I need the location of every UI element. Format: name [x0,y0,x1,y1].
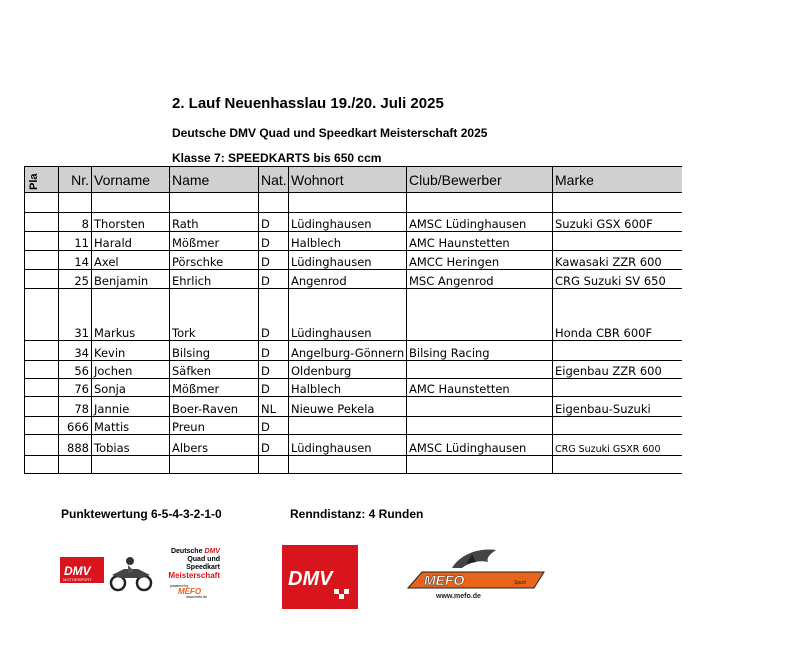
cell-wohnort: Lüdinghausen [289,251,407,270]
cell-platz [25,251,59,270]
cell-wohnort: Oldenburg [289,361,407,379]
svg-text:DMV: DMV [64,564,91,578]
table-row [25,341,682,361]
cell-platz [25,232,59,251]
cell-nat [259,193,289,213]
cell-marke [553,232,682,251]
cell-marke [553,456,682,474]
cell-platz [25,270,59,289]
cell-name: Preun [170,417,259,435]
cell-nr: 76 [59,379,92,397]
cell-nr: 56 [59,361,92,379]
cell-club [407,361,553,379]
cell-wohnort: Lüdinghausen [289,289,407,341]
cell-nat: D [259,417,289,435]
race-distance: Renndistanz: 4 Runden [290,507,424,521]
cell-marke [553,193,682,213]
cell-club: Bilsing Racing [407,341,553,361]
cell-vorname: Mattis [92,417,170,435]
cell-name [170,193,259,213]
svg-text:MEFO: MEFO [178,587,202,596]
cell-marke: Kawasaki ZZR 600 [553,251,682,270]
cell-nat: D [259,379,289,397]
cell-nr: 34 [59,341,92,361]
svg-text:powered by: powered by [170,584,189,588]
cell-nr [59,456,92,474]
dmv-championship-logo [58,545,222,599]
cell-nr: 25 [59,270,92,289]
cell-marke [553,341,682,361]
page-title: 2. Lauf Neuenhasslau 19./20. Juli 2025 [172,95,444,112]
cell-nat: D [259,289,289,341]
column-header-nr: Nr. [59,167,92,193]
cell-vorname: Markus [92,289,170,341]
cell-nat: NL [259,397,289,417]
column-header-wohnort: Wohnort [289,167,407,193]
cell-nat: D [259,213,289,232]
table-header-row [25,167,682,193]
column-header-platz: Pla [25,167,59,193]
cell-nr [59,193,92,213]
cell-vorname: Kevin [92,341,170,361]
svg-text:Speedkart: Speedkart [186,564,220,571]
cell-wohnort [289,193,407,213]
points-scheme: Punktewertung 6-5-4-3-2-1-0 [61,507,222,521]
column-header-nat: Nat. [259,167,289,193]
cell-marke: CRG Suzuki SV 650 [553,270,682,289]
cell-marke [553,417,682,435]
svg-text:Meisterschaft: Meisterschaft [168,571,220,580]
results-table [24,166,682,474]
cell-club: AMC Haunstetten [407,232,553,251]
cell-wohnort [289,456,407,474]
cell-wohnort [289,417,407,435]
table-row [25,193,682,213]
cell-nr: 11 [59,232,92,251]
cell-nat [259,456,289,474]
shark-icon [452,550,496,568]
cell-platz [25,361,59,379]
cell-wohnort: Halblech [289,379,407,397]
cell-vorname: Tobias [92,435,170,456]
cell-wohnort: Lüdinghausen [289,435,407,456]
cell-platz [25,456,59,474]
cell-vorname [92,456,170,474]
cell-nr: 888 [59,435,92,456]
mefo-logo [406,546,552,602]
cell-vorname: Axel [92,251,170,270]
cell-wohnort: Angenrod [289,270,407,289]
svg-text:www.mefo.de: www.mefo.de [436,593,481,600]
cell-wohnort: Nieuwe Pekela [289,397,407,417]
svg-text:MEFO: MEFO [424,572,465,588]
cell-marke: CRG Suzuki GSXR 600 [553,435,682,456]
cell-club: AMSC Lüdinghausen [407,435,553,456]
table-row [25,289,682,341]
cell-name: Tork [170,289,259,341]
cell-nat: D [259,361,289,379]
cell-platz [25,289,59,341]
table-row [25,417,682,435]
cell-marke: Eigenbau-Suzuki [553,397,682,417]
cell-platz [25,341,59,361]
cell-club [407,456,553,474]
cell-marke: Eigenbau ZZR 600 [553,361,682,379]
cell-wohnort: Angelburg-Gönnern [289,341,407,361]
table-row [25,270,682,289]
cell-club: AMCC Heringen [407,251,553,270]
cell-marke [553,379,682,397]
cell-nat: D [259,270,289,289]
cell-name: Albers [170,435,259,456]
svg-text:Deutsche DMV: Deutsche DMV [170,548,220,555]
cell-name [170,456,259,474]
column-header-club: Club/Bewerber [407,167,553,193]
column-header-marke: Marke [553,167,682,193]
cell-name: Mößmer [170,232,259,251]
cell-marke: Honda CBR 600F [553,289,682,341]
table-row [25,213,682,232]
cell-nr: 31 [59,289,92,341]
table-row [25,456,682,474]
cell-club [407,289,553,341]
cell-vorname: Jochen [92,361,170,379]
cell-name: Pörschke [170,251,259,270]
cell-vorname: Thorsten [92,213,170,232]
class-heading: Klasse 7: SPEEDKARTS bis 650 ccm [172,151,382,165]
cell-club: MSC Angenrod [407,270,553,289]
cell-wohnort: Lüdinghausen [289,213,407,232]
cell-club [407,193,553,213]
cell-club: AMSC Lüdinghausen [407,213,553,232]
svg-text:www.mefo.de: www.mefo.de [186,595,208,599]
cell-platz [25,435,59,456]
cell-vorname [92,193,170,213]
cell-vorname: Sonja [92,379,170,397]
cell-platz [25,213,59,232]
cell-club [407,397,553,417]
svg-text:DMV: DMV [288,568,333,590]
cell-vorname: Harald [92,232,170,251]
cell-club: AMC Haunstetten [407,379,553,397]
cell-name: Rath [170,213,259,232]
cell-platz [25,379,59,397]
cell-platz [25,193,59,213]
cell-wohnort: Halblech [289,232,407,251]
table-row [25,232,682,251]
cell-marke: Suzuki GSX 600F [553,213,682,232]
svg-text:Quad und: Quad und [187,556,220,563]
cell-nat: D [259,251,289,270]
cell-name: Bilsing [170,341,259,361]
cell-vorname: Jannie [92,397,170,417]
column-header-vorname: Vorname [92,167,170,193]
cell-vorname: Benjamin [92,270,170,289]
table-row [25,435,682,456]
cell-nat: D [259,232,289,251]
cell-nr: 78 [59,397,92,417]
dmv-logo [282,545,358,609]
cell-club [407,417,553,435]
cell-nr: 666 [59,417,92,435]
table-row [25,379,682,397]
cell-name: Mößmer [170,379,259,397]
column-header-name: Name [170,167,259,193]
cell-nat: D [259,341,289,361]
svg-text:MOTORSPORT: MOTORSPORT [63,577,92,582]
table-row [25,361,682,379]
svg-text:Sport: Sport [514,580,526,586]
table-row [25,397,682,417]
cell-name: Säfken [170,361,259,379]
cell-name: Ehrlich [170,270,259,289]
cell-nr: 8 [59,213,92,232]
page-subtitle: Deutsche DMV Quad und Speedkart Meisterschaft 2025 [172,126,488,140]
cell-nr: 14 [59,251,92,270]
cell-name: Boer-Raven [170,397,259,417]
cell-platz [25,417,59,435]
cell-platz [25,397,59,417]
cell-nat: D [259,435,289,456]
table-row [25,251,682,270]
